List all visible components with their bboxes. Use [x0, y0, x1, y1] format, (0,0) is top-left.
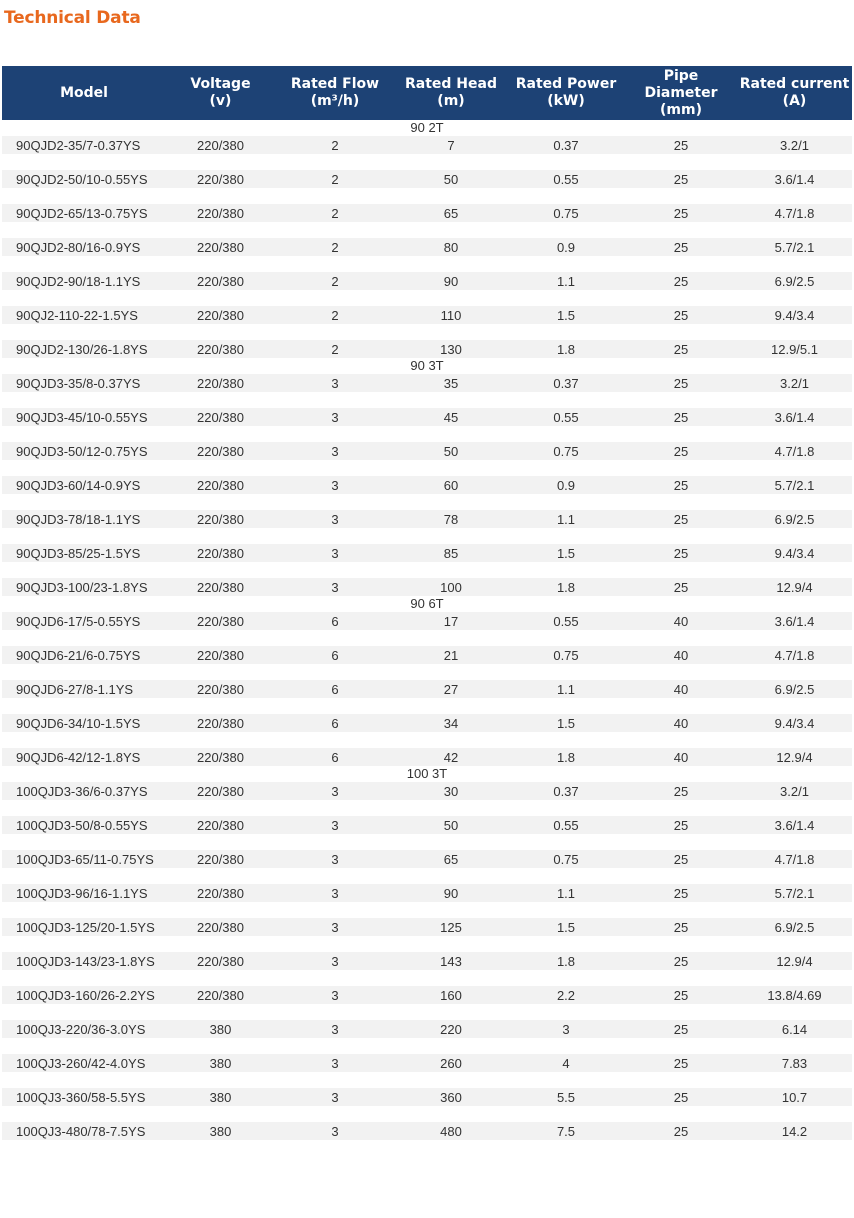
header-rated-current	[737, 66, 852, 120]
table-cell: 12.9/4	[776, 749, 813, 765]
table-cell: 80	[443, 239, 459, 255]
table-cell: 90	[443, 885, 459, 901]
row-spacer	[2, 970, 852, 986]
table-cell: 220/380	[197, 783, 244, 799]
table-cell: 65	[443, 851, 459, 867]
table-cell: 9.4/3.4	[774, 715, 815, 731]
table-cell: 1.8	[556, 341, 576, 357]
table-cell: 6	[331, 749, 339, 765]
table-cell: 6.9/2.5	[774, 919, 815, 935]
table-row	[2, 204, 852, 222]
table-cell: 90QJD2-90/18-1.1YS	[16, 273, 141, 289]
table-cell: 9.4/3.4	[774, 545, 815, 561]
table-row	[2, 272, 852, 290]
table-cell: 25	[673, 579, 689, 595]
table-cell: 1.5	[556, 545, 576, 561]
table-cell: 40	[673, 647, 689, 663]
table-cell: 220/380	[197, 307, 244, 323]
table-header	[2, 66, 852, 120]
table-cell: 143	[440, 953, 462, 969]
table-cell: 3	[331, 1055, 339, 1071]
table-cell: 1.8	[556, 749, 576, 765]
table-cell: 1.5	[556, 307, 576, 323]
table-cell: 40	[673, 749, 689, 765]
table-cell: 0.75	[553, 205, 579, 221]
table-cell: 3	[331, 783, 339, 799]
row-spacer	[2, 1038, 852, 1054]
table-cell: 25	[673, 375, 689, 391]
table-cell: 480	[440, 1123, 462, 1139]
row-spacer	[2, 392, 852, 408]
table-row	[2, 1088, 852, 1106]
table-cell: 100	[440, 579, 462, 595]
row-spacer	[2, 426, 852, 442]
table-row	[2, 646, 852, 664]
table-cell: 220/380	[197, 239, 244, 255]
table-cell: 220/380	[197, 817, 244, 833]
table-cell: 6.9/2.5	[774, 681, 815, 697]
row-spacer	[2, 630, 852, 646]
table-cell: 25	[673, 443, 689, 459]
table-cell: 6.9/2.5	[774, 273, 815, 289]
table-cell: 100QJ3-220/36-3.0YS	[16, 1021, 146, 1037]
table-row	[2, 374, 852, 392]
row-spacer	[2, 290, 852, 306]
table-cell: 220/380	[197, 171, 244, 187]
header-voltage	[166, 66, 275, 120]
table-cell: 25	[673, 409, 689, 425]
table-row	[2, 714, 852, 732]
table-cell: 220/380	[197, 375, 244, 391]
table-cell: 25	[673, 545, 689, 561]
table-cell: 0.55	[553, 171, 579, 187]
group-label: 90 2T	[410, 120, 444, 135]
header-rated-flow	[275, 66, 395, 120]
table-cell: 5.7/2.1	[774, 239, 815, 255]
group-label: 100 3T	[406, 766, 448, 781]
table-cell: 6.14	[781, 1021, 808, 1037]
table-cell: 90QJD6-27/8-1.1YS	[16, 681, 134, 697]
table-cell: 0.75	[553, 851, 579, 867]
table-row	[2, 680, 852, 698]
row-spacer	[2, 1106, 852, 1122]
table-cell: 34	[443, 715, 459, 731]
table-cell: 14.2	[781, 1123, 808, 1139]
table-cell: 1.8	[556, 953, 576, 969]
table-cell: 2	[331, 239, 339, 255]
header-label: Voltage	[190, 76, 251, 92]
row-spacer	[2, 188, 852, 204]
table-cell: 100QJD3-50/8-0.55YS	[16, 817, 148, 833]
table-cell: 35	[443, 375, 459, 391]
table-cell: 90QJD2-130/26-1.8YS	[16, 341, 148, 357]
table-cell: 65	[443, 205, 459, 221]
table-row	[2, 340, 852, 358]
table-cell: 1.8	[556, 579, 576, 595]
header-label: Rated current	[739, 76, 850, 92]
table-cell: 380	[209, 1021, 232, 1037]
table-cell: 90QJ2-110-22-1.5YS	[16, 307, 138, 323]
table-row	[2, 1020, 852, 1038]
row-spacer	[2, 460, 852, 476]
table-row	[2, 816, 852, 834]
table-cell: 90QJD6-34/10-1.5YS	[16, 715, 141, 731]
table-cell: 40	[673, 681, 689, 697]
table-cell: 220/380	[197, 579, 244, 595]
table-cell: 90QJD6-21/6-0.75YS	[16, 647, 141, 663]
table-cell: 100QJD3-143/23-1.8YS	[16, 953, 155, 969]
header-unit: (kW)	[547, 93, 585, 109]
row-spacer	[2, 494, 852, 510]
table-cell: 2	[331, 171, 339, 187]
table-cell: 220/380	[197, 613, 244, 629]
table-cell: 6	[331, 647, 339, 663]
row-spacer	[2, 834, 852, 850]
table-cell: 220/380	[197, 885, 244, 901]
table-cell: 3	[331, 851, 339, 867]
row-spacer	[2, 868, 852, 884]
row-spacer	[2, 562, 852, 578]
table-cell: 25	[673, 851, 689, 867]
table-cell: 220/380	[197, 477, 244, 493]
table-row	[2, 1054, 852, 1072]
header-label: Model	[60, 84, 108, 101]
table-cell: 0.55	[553, 817, 579, 833]
table-cell: 3.6/1.4	[774, 171, 815, 187]
table-cell: 3	[331, 1123, 339, 1139]
table-cell: 3	[562, 1021, 570, 1037]
table-cell: 40	[673, 613, 689, 629]
table-cell: 25	[673, 341, 689, 357]
table-cell: 130	[440, 341, 462, 357]
table-cell: 2	[331, 137, 339, 153]
table-cell: 3.6/1.4	[774, 613, 815, 629]
table-cell: 380	[209, 1123, 232, 1139]
table-cell: 3	[331, 545, 339, 561]
row-spacer	[2, 528, 852, 544]
table-cell: 100QJD3-36/6-0.37YS	[16, 783, 148, 799]
table-cell: 220/380	[197, 137, 244, 153]
row-spacer	[2, 1004, 852, 1020]
table-cell: 90QJD2-50/10-0.55YS	[16, 171, 148, 187]
table-cell: 7.83	[781, 1055, 808, 1071]
table-cell: 6	[331, 715, 339, 731]
table-cell: 3	[331, 511, 339, 527]
table-cell: 40	[673, 715, 689, 731]
table-cell: 100QJD3-96/16-1.1YS	[16, 885, 148, 901]
table-cell: 90QJD3-50/12-0.75YS	[16, 443, 148, 459]
table-cell: 25	[673, 477, 689, 493]
table-cell: 90QJD3-45/10-0.55YS	[16, 409, 148, 425]
row-spacer	[2, 1072, 852, 1088]
table-cell: 5.7/2.1	[774, 885, 815, 901]
table-cell: 125	[440, 919, 462, 935]
table-cell: 90QJD6-42/12-1.8YS	[16, 749, 141, 765]
table-row	[2, 442, 852, 460]
row-spacer	[2, 664, 852, 680]
header-label: Rated Flow	[290, 76, 380, 92]
table-cell: 1.5	[556, 919, 576, 935]
table-cell: 25	[673, 919, 689, 935]
table-row	[2, 578, 852, 596]
table-cell: 25	[673, 953, 689, 969]
table-cell: 78	[443, 511, 459, 527]
table-cell: 1.1	[556, 885, 576, 901]
table-cell: 220/380	[197, 851, 244, 867]
header-pipe-diameter	[625, 66, 737, 120]
table-cell: 100QJ3-480/78-7.5YS	[16, 1123, 146, 1139]
table-cell: 25	[673, 205, 689, 221]
table-cell: 2	[331, 205, 339, 221]
table-cell: 2	[331, 341, 339, 357]
table-cell: 3.2/1	[780, 375, 809, 391]
table-cell: 2	[331, 273, 339, 289]
table-cell: 220/380	[197, 205, 244, 221]
table-cell: 0.37	[553, 375, 579, 391]
table-cell: 110	[440, 307, 462, 323]
technical-data-table	[2, 66, 852, 1140]
table-cell: 360	[440, 1089, 462, 1105]
table-cell: 100QJD3-125/20-1.5YS	[16, 919, 155, 935]
header-label: Rated Power	[515, 76, 617, 92]
table-row	[2, 136, 852, 154]
table-cell: 12.9/4	[776, 953, 813, 969]
table-cell: 3	[331, 1021, 339, 1037]
table-cell: 90QJD3-78/18-1.1YS	[16, 511, 141, 527]
header-unit: (mm)	[660, 101, 702, 118]
table-row	[2, 544, 852, 562]
table-cell: 45	[443, 409, 459, 425]
table-row	[2, 986, 852, 1004]
table-cell: 3	[331, 409, 339, 425]
table-cell: 25	[673, 1123, 689, 1139]
page-title: Technical Data	[4, 8, 141, 28]
table-cell: 25	[673, 307, 689, 323]
table-cell: 3	[331, 817, 339, 833]
table-cell: 50	[443, 443, 459, 459]
table-cell: 90	[443, 273, 459, 289]
table-cell: 220/380	[197, 987, 244, 1003]
table-cell: 7	[447, 137, 455, 153]
table-cell: 3	[331, 987, 339, 1003]
table-row	[2, 748, 852, 766]
table-cell: 17	[443, 613, 459, 629]
table-cell: 0.9	[556, 477, 576, 493]
table-cell: 25	[673, 1055, 689, 1071]
table-cell: 4	[562, 1055, 570, 1071]
header-label: Pipe Diameter	[644, 67, 718, 101]
table-body	[2, 120, 852, 1140]
table-cell: 5.5	[556, 1089, 576, 1105]
table-cell: 220/380	[197, 273, 244, 289]
table-cell: 220/380	[197, 647, 244, 663]
table-cell: 2	[331, 307, 339, 323]
header-model	[2, 66, 166, 120]
table-cell: 25	[673, 511, 689, 527]
table-cell: 220/380	[197, 545, 244, 561]
table-cell: 25	[673, 817, 689, 833]
table-cell: 12.9/4	[776, 579, 813, 595]
table-cell: 0.75	[553, 647, 579, 663]
table-cell: 4.7/1.8	[774, 443, 815, 459]
table-cell: 1.1	[556, 273, 576, 289]
header-unit: (m³/h)	[310, 93, 360, 109]
header-rated-power	[507, 66, 625, 120]
table-cell: 27	[443, 681, 459, 697]
table-cell: 25	[673, 1021, 689, 1037]
table-cell: 90QJD3-100/23-1.8YS	[16, 579, 148, 595]
table-cell: 3	[331, 885, 339, 901]
table-cell: 4.7/1.8	[774, 205, 815, 221]
table-cell: 6.9/2.5	[774, 511, 815, 527]
table-cell: 21	[443, 647, 459, 663]
table-cell: 220/380	[197, 443, 244, 459]
table-cell: 85	[443, 545, 459, 561]
table-cell: 25	[673, 1089, 689, 1105]
table-row	[2, 510, 852, 528]
table-row	[2, 1122, 852, 1140]
table-cell: 6	[331, 613, 339, 629]
table-cell: 220/380	[197, 715, 244, 731]
table-cell: 3	[331, 579, 339, 595]
table-row	[2, 612, 852, 630]
table-cell: 3	[331, 1089, 339, 1105]
header-label: Rated Head	[405, 76, 497, 92]
table-cell: 1.5	[556, 715, 576, 731]
row-spacer	[2, 732, 852, 748]
table-cell: 100QJ3-260/42-4.0YS	[16, 1055, 146, 1071]
table-row	[2, 952, 852, 970]
table-cell: 25	[673, 239, 689, 255]
table-cell: 90QJD3-35/8-0.37YS	[16, 375, 141, 391]
table-cell: 6	[331, 681, 339, 697]
table-cell: 25	[673, 171, 689, 187]
table-cell: 0.55	[553, 409, 579, 425]
table-cell: 42	[443, 749, 459, 765]
table-cell: 12.9/5.1	[771, 341, 818, 357]
table-cell: 3	[331, 919, 339, 935]
row-spacer	[2, 222, 852, 238]
table-cell: 90QJD2-35/7-0.37YS	[16, 137, 141, 153]
table-cell: 3.2/1	[780, 137, 809, 153]
table-cell: 220/380	[197, 681, 244, 697]
table-cell: 100QJD3-160/26-2.2YS	[16, 987, 155, 1003]
header-unit: (A)	[782, 93, 807, 109]
table-cell: 0.75	[553, 443, 579, 459]
table-cell: 260	[440, 1055, 462, 1071]
row-spacer	[2, 698, 852, 714]
table-cell: 3.2/1	[780, 783, 809, 799]
header-unit: (m)	[437, 93, 465, 109]
table-cell: 7.5	[556, 1123, 576, 1139]
table-cell: 0.37	[553, 137, 579, 153]
table-cell: 1.1	[556, 511, 576, 527]
table-row	[2, 918, 852, 936]
table-row	[2, 238, 852, 256]
table-cell: 30	[443, 783, 459, 799]
table-cell: 50	[443, 817, 459, 833]
table-row	[2, 170, 852, 188]
table-cell: 220/380	[197, 511, 244, 527]
table-cell: 2.2	[556, 987, 576, 1003]
table-cell: 1.1	[556, 681, 576, 697]
table-cell: 3.6/1.4	[774, 817, 815, 833]
table-cell: 13.8/4.69	[767, 987, 822, 1003]
table-cell: 220/380	[197, 953, 244, 969]
table-cell: 90QJD2-65/13-0.75YS	[16, 205, 148, 221]
table-cell: 220/380	[197, 341, 244, 357]
row-spacer	[2, 902, 852, 918]
table-cell: 90QJD3-60/14-0.9YS	[16, 477, 141, 493]
row-spacer	[2, 324, 852, 340]
row-spacer	[2, 154, 852, 170]
table-row	[2, 782, 852, 800]
table-cell: 380	[209, 1055, 232, 1071]
table-cell: 25	[673, 987, 689, 1003]
table-cell: 100QJ3-360/58-5.5YS	[16, 1089, 146, 1105]
table-cell: 220/380	[197, 919, 244, 935]
table-cell: 160	[440, 987, 462, 1003]
table-cell: 90QJD3-85/25-1.5YS	[16, 545, 141, 561]
group-label: 90 6T	[410, 596, 444, 611]
table-cell: 90QJD2-80/16-0.9YS	[16, 239, 141, 255]
table-cell: 5.7/2.1	[774, 477, 815, 493]
table-cell: 4.7/1.8	[774, 647, 815, 663]
header-rated-head	[395, 66, 507, 120]
table-cell: 380	[209, 1089, 232, 1105]
table-row	[2, 408, 852, 426]
row-spacer	[2, 936, 852, 952]
table-row	[2, 884, 852, 902]
table-cell: 0.9	[556, 239, 576, 255]
table-cell: 25	[673, 885, 689, 901]
table-cell: 4.7/1.8	[774, 851, 815, 867]
table-row	[2, 476, 852, 494]
table-cell: 0.37	[553, 783, 579, 799]
table-cell: 3	[331, 443, 339, 459]
row-spacer	[2, 256, 852, 272]
table-cell: 220	[440, 1021, 462, 1037]
table-row	[2, 306, 852, 324]
table-row	[2, 850, 852, 868]
table-cell: 50	[443, 171, 459, 187]
table-cell: 3	[331, 953, 339, 969]
table-cell: 25	[673, 783, 689, 799]
table-cell: 3	[331, 375, 339, 391]
table-cell: 220/380	[197, 749, 244, 765]
table-cell: 3.6/1.4	[774, 409, 815, 425]
table-cell: 0.55	[553, 613, 579, 629]
table-cell: 25	[673, 273, 689, 289]
table-cell: 100QJD3-65/11-0.75YS	[16, 851, 154, 867]
header-unit: (v)	[209, 93, 232, 109]
table-cell: 9.4/3.4	[774, 307, 815, 323]
table-cell: 3	[331, 477, 339, 493]
table-cell: 10.7	[781, 1089, 808, 1105]
table-cell: 25	[673, 137, 689, 153]
row-spacer	[2, 800, 852, 816]
group-label: 90 3T	[410, 358, 444, 373]
table-cell: 90QJD6-17/5-0.55YS	[16, 613, 141, 629]
table-cell: 220/380	[197, 409, 244, 425]
table-cell: 60	[443, 477, 459, 493]
